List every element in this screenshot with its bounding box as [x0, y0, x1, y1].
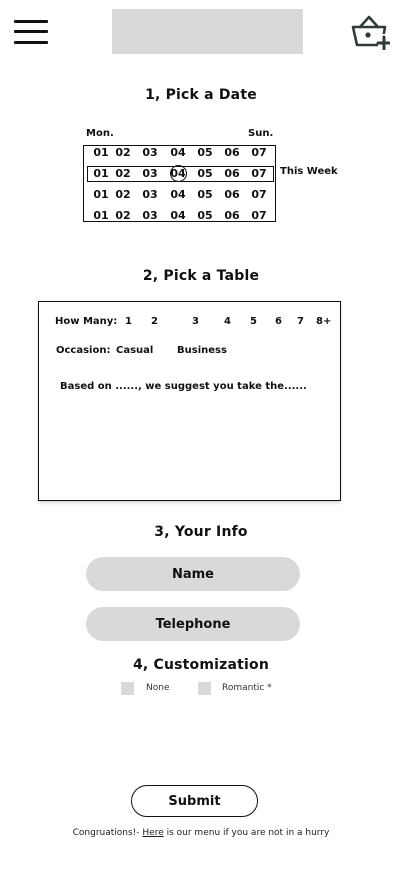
party-size-option[interactable]: 2 — [151, 316, 158, 327]
occasion-option[interactable]: Business — [177, 345, 227, 356]
step3-title: 3, Your Info — [154, 524, 248, 540]
table-picker-panel — [38, 301, 341, 501]
submit-button[interactable]: Submit — [131, 785, 258, 817]
calendar-day[interactable]: 03 — [142, 146, 158, 159]
party-size-option[interactable]: 8+ — [316, 316, 332, 327]
calendar-day[interactable]: 06 — [224, 167, 240, 180]
calendar-day[interactable]: 03 — [142, 209, 158, 222]
party-size-option[interactable]: 3 — [192, 316, 199, 327]
calendar-day[interactable]: 03 — [142, 188, 158, 201]
none-checkbox-label: None — [146, 683, 170, 693]
calendar-day[interactable]: 02 — [115, 146, 131, 159]
calendar-day[interactable]: 04 — [170, 167, 186, 180]
how-many-label: How Many: — [55, 316, 118, 327]
footer-note — [0, 828, 402, 838]
logo-placeholder — [112, 9, 303, 54]
none-checkbox[interactable] — [121, 682, 134, 695]
romantic-checkbox[interactable] — [198, 682, 211, 695]
step4-title: 4, Customization — [132, 657, 270, 673]
party-size-option[interactable]: 5 — [250, 316, 257, 327]
romantic-checkbox-label: Romantic * — [222, 683, 272, 693]
footer-prefix: Congruations!- — [72, 828, 143, 838]
step1-title: 1, Pick a Date — [145, 87, 257, 103]
hamburger-menu-icon[interactable] — [14, 18, 48, 46]
occasion-label: Occasion: — [56, 345, 111, 356]
calendar-day[interactable]: 06 — [224, 146, 240, 159]
calendar-day[interactable]: 01 — [93, 146, 109, 159]
calendar-day[interactable]: 07 — [251, 146, 267, 159]
calendar-day[interactable]: 01 — [93, 167, 109, 180]
calendar-day[interactable]: 06 — [224, 188, 240, 201]
calendar-day[interactable]: 05 — [197, 146, 213, 159]
footer-suffix: is our menu if you are not in a hurry — [163, 828, 330, 838]
calendar-day[interactable]: 04 — [170, 188, 186, 201]
occasion-option[interactable]: Casual — [116, 345, 154, 356]
calendar-day[interactable]: 05 — [197, 167, 213, 180]
party-size-option[interactable]: 6 — [275, 316, 282, 327]
week-start-label: Mon. — [86, 128, 114, 139]
party-size-option[interactable]: 7 — [297, 316, 304, 327]
calendar-day[interactable]: 01 — [93, 188, 109, 201]
calendar-day[interactable]: 04 — [170, 146, 186, 159]
calendar-day[interactable]: 07 — [251, 188, 267, 201]
name-field[interactable]: Name — [86, 557, 300, 591]
calendar-day[interactable]: 02 — [115, 167, 131, 180]
calendar-day[interactable]: 06 — [224, 209, 240, 222]
calendar-day[interactable]: 02 — [115, 209, 131, 222]
table-suggestion-text: Based on ......, we suggest you take the...... — [60, 381, 307, 392]
step2-title: 2, Pick a Table — [142, 268, 260, 284]
party-size-option[interactable]: 4 — [224, 316, 231, 327]
calendar-day[interactable]: 02 — [115, 188, 131, 201]
calendar-day[interactable]: 03 — [142, 167, 158, 180]
calendar-day[interactable]: 05 — [197, 188, 213, 201]
party-size-option[interactable]: 1 — [125, 316, 132, 327]
calendar-day[interactable]: 01 — [93, 209, 109, 222]
calendar-day[interactable]: 05 — [197, 209, 213, 222]
this-week-label: This Week — [280, 166, 338, 177]
week-end-label: Sun. — [248, 128, 274, 139]
calendar-day[interactable]: 04 — [170, 209, 186, 222]
basket-add-icon[interactable] — [350, 14, 390, 50]
calendar-day[interactable]: 07 — [251, 167, 267, 180]
calendar-day[interactable]: 07 — [251, 209, 267, 222]
menu-link[interactable]: Here — [142, 828, 164, 838]
telephone-field[interactable]: Telephone — [86, 607, 300, 641]
